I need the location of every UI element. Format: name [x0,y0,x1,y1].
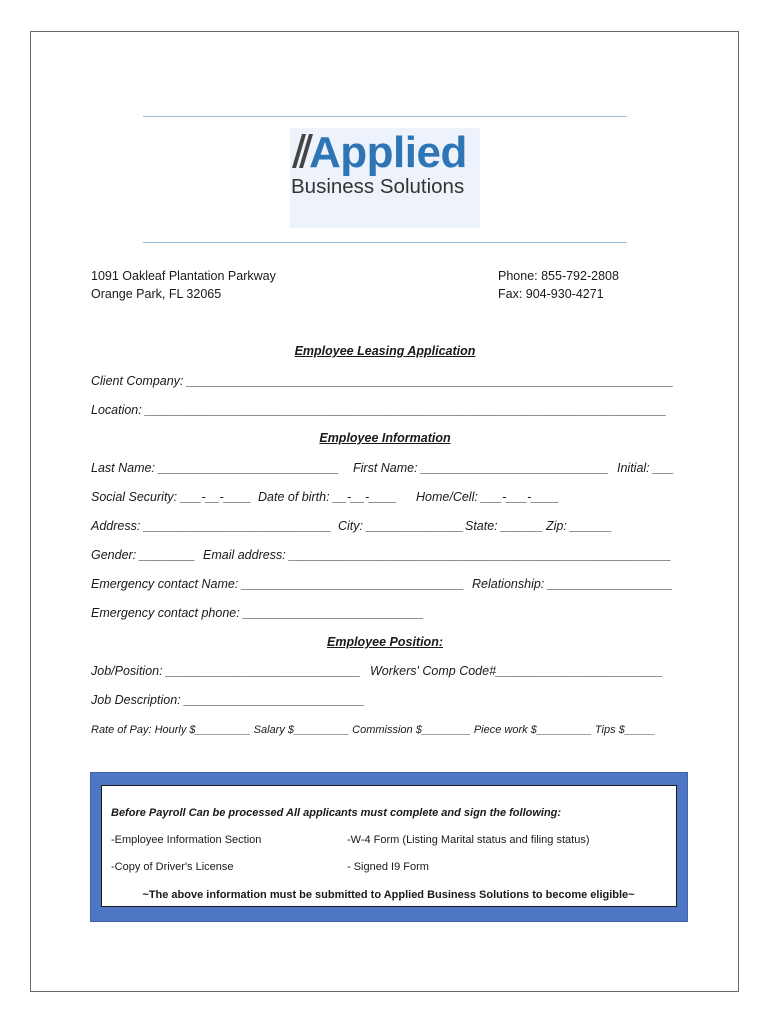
requirements-notice [90,772,688,922]
notice-heading: Before Payroll Can be processed All applicants must complete and sign the following: [111,807,562,819]
form-title: Employee Leasing Application [294,344,476,358]
emergency-contact-name-field[interactable]: Emergency contact Name: ________________________________ [91,577,465,591]
client-company-field[interactable]: Client Company: ______________________________________________________________________ [91,374,674,388]
address-line-1: 1091 Oakleaf Plantation Parkway [91,269,276,283]
job-description-field[interactable]: Job Description: __________________________ [91,693,365,707]
company-logo [290,128,480,228]
job-position-field[interactable]: Job/Position: ____________________________ [91,664,361,678]
notice-item-w4-form: -W-4 Form (Listing Marital status and filing status) [347,834,590,846]
section-employee-position: Employee Position: [327,635,443,649]
logo-tagline: Business Solutions [291,175,465,198]
gender-field[interactable]: Gender: ________ [91,548,196,562]
home-cell-field[interactable]: Home/Cell: ___-___-____ [416,490,560,504]
workers-comp-code-field[interactable]: Workers' Comp Code#________________________ [370,664,663,678]
notice-item-i9-form: - Signed I9 Form [347,861,429,873]
emergency-contact-phone-field[interactable]: Emergency contact phone: __________________________ [91,606,424,620]
address-line-2: Orange Park, FL 32065 [91,287,222,301]
relationship-field[interactable]: Relationship: __________________ [472,577,673,591]
section-employee-information: Employee Information [319,431,451,445]
date-of-birth-field[interactable]: Date of birth: __-__-____ [258,490,397,504]
logo-wordmark: Applied [309,128,467,177]
location-field[interactable]: Location: ___________________________________________________________________________ [91,403,667,417]
top-divider [143,116,627,117]
first-name-field[interactable]: First Name: ___________________________ [353,461,609,475]
requirements-notice-inner [101,785,677,907]
social-security-field[interactable]: Social Security: ___-__-____ [91,490,252,504]
bottom-divider [143,242,627,243]
zip-field[interactable]: Zip: ______ [546,519,613,533]
email-field[interactable]: Email address: _______________________________________________________ [203,548,672,562]
address-field[interactable]: Address: ___________________________ [91,519,332,533]
fax-number: Fax: 904-930-4271 [498,287,604,301]
state-field[interactable]: State: ______ [465,519,543,533]
notice-footer: ~The above information must be submitted to Applied Business Solutions to become eligible~ [142,889,635,901]
last-name-field[interactable]: Last Name: __________________________ [91,461,340,475]
rate-of-pay-field[interactable]: Rate of Pay: Hourly $_________ Salary $_________ Commission $________ Piece work $_________ Tips $_____ [91,724,656,736]
notice-item-drivers-license: -Copy of Driver's License [111,861,234,873]
notice-item-employee-info: -Employee Information Section [111,834,262,846]
city-field[interactable]: City: ______________ [338,519,464,533]
phone-number: Phone: 855-792-2808 [498,269,619,283]
initial-field[interactable]: Initial: ___ [617,461,674,475]
